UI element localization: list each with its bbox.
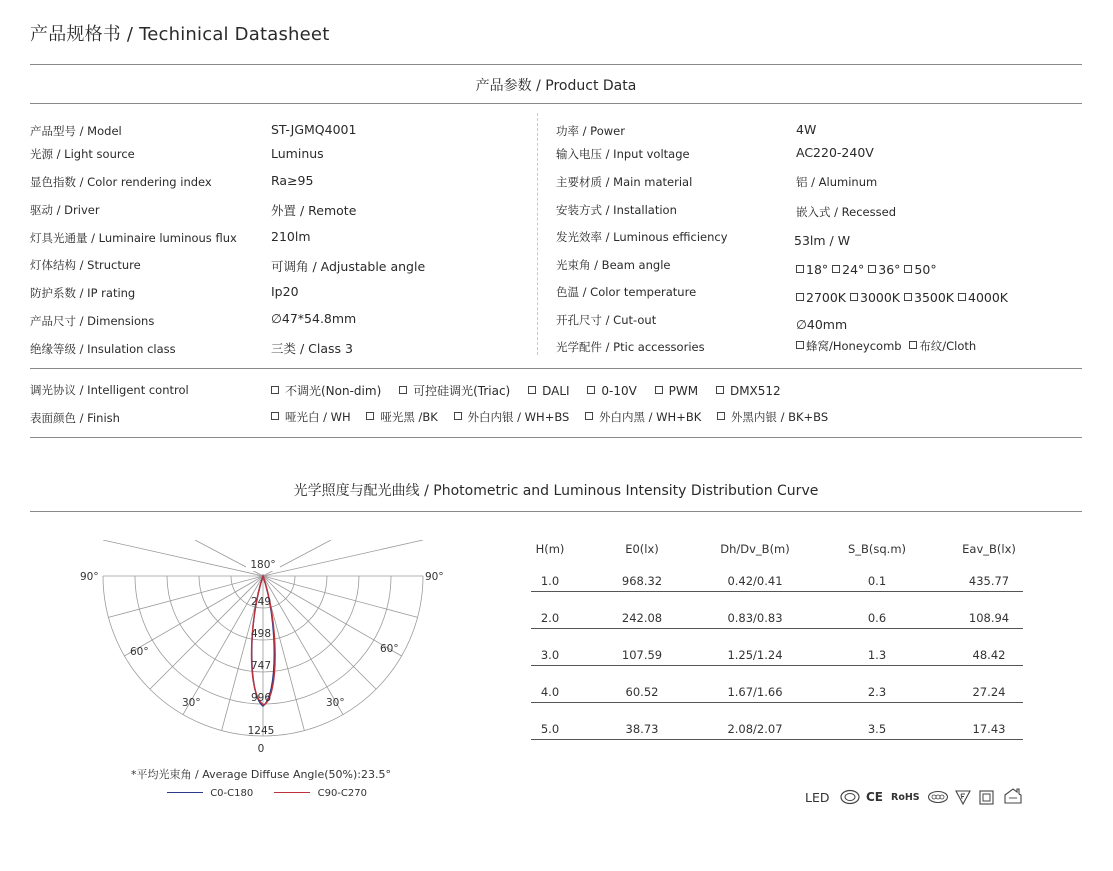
table-cell: 0.6 (867, 611, 887, 625)
table-header: Dh/Dv_B(m) (720, 542, 790, 556)
ce-mark: CE (866, 790, 884, 804)
spec-value-cutout: ∅40mm (796, 317, 848, 332)
control-label: 调光协议 / Intelligent control (30, 383, 189, 397)
table-cell: 242.08 (621, 611, 663, 625)
table-cell: 108.94 (968, 611, 1010, 625)
accessory-option[interactable]: 蜂窝/Honeycomb (796, 339, 902, 353)
cqc-icon (927, 790, 949, 804)
polar-spoke (108, 576, 263, 617)
spec-label-material: 主要材质 / Main material (556, 175, 693, 189)
table-cell: 0.83/0.83 (727, 611, 783, 625)
checkbox-icon (904, 265, 912, 273)
checkbox-icon (796, 293, 804, 301)
checkbox-icon (868, 265, 876, 273)
table-cell: 3.0 (540, 648, 560, 662)
checkbox-icon (796, 341, 804, 349)
checkbox-icon (454, 412, 462, 420)
checkbox-icon (850, 293, 858, 301)
legend-label-c0: C0-C180 (210, 788, 254, 799)
control-option[interactable]: DALI (528, 384, 569, 398)
table-cell: 38.73 (625, 722, 659, 736)
spec-label-power: 功率 / Power (556, 124, 625, 138)
table-cell: 4.0 (540, 685, 560, 699)
table-cell: 5.0 (540, 722, 560, 736)
spec-label-cutout: 开孔尺寸 / Cut-out (556, 313, 657, 327)
table-cell: 1.3 (867, 648, 887, 662)
divider (30, 368, 1082, 369)
polar-spoke (103, 540, 263, 576)
spec-value-installation: 嵌入式 / Recessed (796, 205, 896, 219)
checkbox-icon (366, 412, 374, 420)
beam-angle-option[interactable]: 50° (904, 262, 936, 277)
table-cell: 2.3 (867, 685, 887, 699)
table-cell: 0.42/0.41 (727, 574, 783, 588)
spec-value-model: ST-JGMQ4001 (271, 122, 357, 137)
spec-label-cri: 显色指数 / Color rendering index (30, 175, 212, 189)
table-row-divider (531, 739, 1023, 740)
finish-option[interactable]: 外白内银 / WH+BS (454, 410, 570, 424)
color-temp-option[interactable]: 3000K (850, 290, 900, 305)
spec-label-beam-angle: 光束角 / Beam angle (556, 258, 671, 272)
column-divider (537, 113, 538, 355)
divider (30, 437, 1082, 438)
table-cell: 27.24 (972, 685, 1006, 699)
checkbox-icon (655, 386, 663, 394)
color-temp-option[interactable]: 2700K (796, 290, 846, 305)
divider (30, 103, 1082, 104)
spec-label-installation: 安装方式 / Installation (556, 203, 677, 217)
table-cell: 48.42 (972, 648, 1006, 662)
table-row-divider (531, 702, 1023, 703)
spec-label-light-source: 光源 / Light source (30, 147, 135, 161)
table-cell: 0.1 (867, 574, 887, 588)
table-header: E0(lx) (625, 542, 659, 556)
spec-label-color-temp: 色温 / Color temperature (556, 285, 697, 299)
spec-label-efficiency: 发光效率 / Luminous efficiency (556, 230, 728, 244)
page-title: 产品规格书 / Techinical Datasheet (30, 24, 330, 45)
checkbox-icon (399, 386, 407, 394)
spec-value-driver: 外置 / Remote (271, 203, 357, 218)
spec-value-material: 铝 / Aluminum (796, 175, 878, 189)
checkbox-icon (904, 293, 912, 301)
table-row-divider (531, 665, 1023, 666)
legend-swatch-c0 (167, 792, 203, 793)
color-temp-option[interactable]: 3500K (904, 290, 954, 305)
checkbox-icon (587, 386, 595, 394)
polar-spoke (263, 540, 423, 576)
polar-diagram (60, 530, 460, 760)
spec-value-flux: 210lm (271, 229, 311, 244)
checkbox-icon (958, 293, 966, 301)
color-temp-option[interactable]: 4000K (958, 290, 1008, 305)
table-row-divider (531, 591, 1023, 592)
control-option[interactable]: 可控硅调光(Triac) (399, 384, 510, 398)
checkbox-icon (528, 386, 536, 394)
table-header: H(m) (535, 542, 565, 556)
checkbox-icon (585, 412, 593, 420)
angle-label-90-right: 90° (425, 571, 444, 583)
table-cell: 3.5 (867, 722, 887, 736)
checkbox-icon (717, 412, 725, 420)
color-temp-options (796, 290, 1008, 305)
beam-angle-option[interactable]: 18° (796, 262, 828, 277)
finish-option[interactable]: 哑光白 / WH (271, 410, 351, 424)
spec-value-cri: Ra≥95 (271, 173, 314, 188)
table-cell: 1.67/1.66 (727, 685, 783, 699)
angle-label-90-left: 90° (80, 571, 99, 583)
spec-value-light-source: Luminus (271, 146, 324, 161)
spec-label-model: 产品型号 / Model (30, 124, 122, 138)
class-ii-icon (979, 790, 995, 805)
polar-spoke (263, 576, 376, 689)
table-header: Eav_B(lx) (962, 542, 1016, 556)
legend-label-c90: C90-C270 (317, 788, 367, 799)
finish-option[interactable]: 哑光黑 /BK (366, 410, 437, 424)
beam-angle-options (796, 262, 937, 277)
table-cell: 17.43 (972, 722, 1006, 736)
spec-value-input-voltage: AC220-240V (796, 145, 874, 160)
divider (30, 511, 1082, 512)
control-options (271, 382, 781, 399)
polar-spoke (150, 576, 263, 689)
f-mark-icon (955, 790, 971, 805)
spec-label-input-voltage: 输入电压 / Input voltage (556, 147, 690, 161)
polar-spoke (263, 576, 418, 617)
photometric-title: 光学照度与配光曲线 / Photometric and Luminous Intensity Distribution Curve (293, 483, 819, 499)
control-option[interactable]: 0-10V (587, 384, 636, 398)
angle-label-180: 180° (250, 559, 276, 571)
finish-option[interactable]: 外白内黑 / WH+BK (585, 410, 701, 424)
table-cell: 1.25/1.24 (727, 648, 783, 662)
spec-label-driver: 驱动 / Driver (30, 203, 100, 217)
checkbox-icon (909, 341, 917, 349)
control-option[interactable]: DMX512 (716, 384, 781, 398)
control-option[interactable]: PWM (655, 384, 698, 398)
ring-label: 498 (250, 628, 272, 640)
product-data-title: 产品参数 / Product Data (475, 78, 637, 94)
checkbox-icon (832, 265, 840, 273)
spec-value-structure: 可调角 / Adjustable angle (271, 259, 426, 274)
spec-value-ip-rating: Ip20 (271, 284, 299, 299)
beam-angle-option[interactable]: 36° (868, 262, 900, 277)
spec-label-dimensions: 产品尺寸 / Dimensions (30, 314, 155, 328)
angle-label-60-right: 60° (380, 643, 399, 655)
table-cell: 107.59 (621, 648, 663, 662)
beam-angle-note: *平均光束角 / Average Diffuse Angle(50%):23.5° (131, 768, 391, 781)
recessed-mount-icon (1003, 787, 1023, 805)
ring-label: 1245 (247, 725, 275, 737)
ring-label: 996 (250, 692, 272, 704)
checkbox-icon (796, 265, 804, 273)
polar-legend (167, 788, 367, 799)
finish-option[interactable]: 外黑内银 / BK+BS (717, 410, 828, 424)
spec-label-accessories: 光学配件 / Ptic accessories (556, 340, 705, 354)
checkbox-icon (271, 386, 279, 394)
accessory-options (796, 338, 976, 354)
spec-value-power: 4W (796, 122, 817, 137)
spec-label-flux: 灯具光通量 / Luminaire luminous flux (30, 231, 237, 245)
table-header: S_B(sq.m) (847, 542, 907, 556)
table-cell: 435.77 (968, 574, 1010, 588)
spec-label-structure: 灯体结构 / Structure (30, 258, 141, 272)
rohs-mark: RoHS (891, 792, 920, 803)
ring-label: 249 (250, 596, 272, 608)
table-cell: 60.52 (625, 685, 659, 699)
legend-swatch-c90 (274, 792, 310, 793)
led-mark: LED (805, 790, 830, 805)
angle-label-30-right: 30° (326, 697, 345, 709)
control-option[interactable]: 不调光(Non-dim) (271, 384, 381, 398)
table-cell: 968.32 (621, 574, 663, 588)
checkbox-icon (716, 386, 724, 394)
table-cell: 2.08/2.07 (727, 722, 783, 736)
spec-label-ip-rating: 防护系数 / IP rating (30, 286, 136, 300)
angle-label-30-left: 30° (182, 697, 201, 709)
polar-spoke (124, 576, 263, 656)
angle-label-60-left: 60° (130, 646, 149, 658)
divider (30, 64, 1082, 65)
angle-label-0: 0 (257, 743, 265, 755)
table-cell: 2.0 (540, 611, 560, 625)
spec-value-dimensions: ∅47*54.8mm (271, 311, 357, 326)
spec-value-efficiency: 53lm / W (794, 233, 851, 248)
finish-options (271, 409, 828, 425)
beam-angle-option[interactable]: 24° (832, 262, 864, 277)
table-cell: 1.0 (540, 574, 560, 588)
spec-value-insulation: 三类 / Class 3 (271, 341, 353, 356)
finish-label: 表面颜色 / Finish (30, 411, 120, 425)
ccc-icon (839, 789, 861, 805)
spec-label-insulation: 绝缘等级 / Insulation class (30, 342, 176, 356)
ring-label: 747 (250, 660, 272, 672)
table-row-divider (531, 628, 1023, 629)
accessory-option[interactable]: 布纹/Cloth (909, 339, 976, 353)
checkbox-icon (271, 412, 279, 420)
